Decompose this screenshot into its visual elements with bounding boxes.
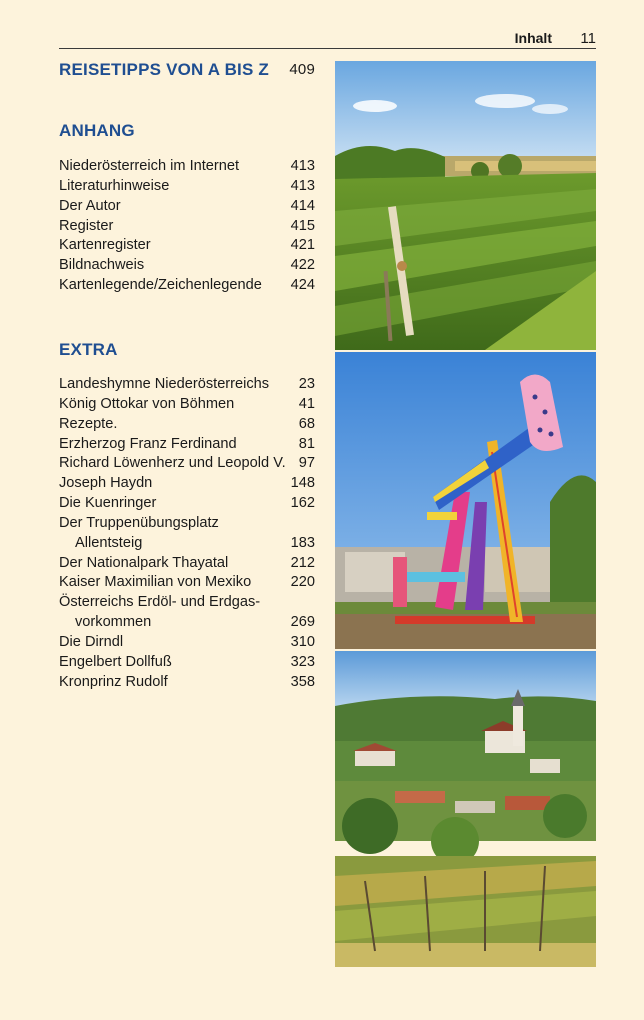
toc-entry[interactable] <box>59 573 315 593</box>
toc-entry[interactable] <box>59 276 315 296</box>
entry-page: 415 <box>290 217 315 234</box>
entry-title: Engelbert Dollfuß <box>59 653 172 670</box>
entry-page: 422 <box>290 257 315 274</box>
entry-title: Kartenlegende/Zeichenlegende <box>59 277 262 294</box>
entry-title: Richard Löwenherz und Leopold V. <box>59 455 286 472</box>
section-heading: ANHANG <box>59 121 135 140</box>
toc-section-reisetipps <box>59 59 315 81</box>
page-number: 11 <box>580 30 596 47</box>
toc-entry[interactable] <box>59 653 315 673</box>
toc-entry[interactable] <box>59 157 315 177</box>
toc-entry[interactable] <box>59 217 315 237</box>
entry-title: Kronprinz Rudolf <box>59 673 168 690</box>
entry-title: Die Dirndl <box>59 633 124 650</box>
entry-page: 81 <box>298 435 315 452</box>
entry-title: Bildnachweis <box>59 257 145 274</box>
toc-entry[interactable] <box>59 474 315 494</box>
toc-section-extra <box>59 339 315 361</box>
toc-entry[interactable] <box>59 415 315 435</box>
header-rule <box>59 48 596 49</box>
entry-page: 212 <box>290 554 315 571</box>
entry-title: Niederösterreich im Internet <box>59 158 240 174</box>
entry-page: 220 <box>290 574 315 591</box>
entry-page: 358 <box>290 673 315 690</box>
entry-page: 23 <box>298 376 315 392</box>
section-title: REISETIPPS VON A BIS Z <box>59 60 270 79</box>
entry-page: 162 <box>290 495 315 512</box>
entry-title: vorkommen <box>75 614 152 631</box>
entry-title: Österreichs Erdöl- und Erdgas- <box>59 594 261 611</box>
entry-title: Erzherzog Franz Ferdinand <box>59 435 237 452</box>
entry-title: Rezepte. <box>59 415 118 432</box>
toc-entry-continued[interactable] <box>59 613 315 633</box>
entry-page: 413 <box>290 177 315 194</box>
entry-page: 68 <box>298 415 315 432</box>
toc-entry[interactable] <box>59 177 315 197</box>
toc-entry[interactable] <box>59 395 315 415</box>
entry-title: Kartenregister <box>59 237 151 254</box>
entry-page: 421 <box>290 237 315 254</box>
entry-page: 413 <box>290 158 315 174</box>
toc-entry[interactable] <box>59 514 315 534</box>
entry-title: Der Truppenübungsplatz <box>59 514 219 531</box>
toc-entry[interactable] <box>59 633 315 653</box>
entry-page: 41 <box>298 395 315 412</box>
toc-entry[interactable] <box>59 454 315 474</box>
village-vineyard-photo <box>335 651 596 967</box>
entry-page: 414 <box>290 197 315 214</box>
toc-entry[interactable] <box>59 197 315 217</box>
entry-page: 310 <box>290 633 315 650</box>
entry-title: Kaiser Maximilian von Mexiko <box>59 574 252 591</box>
entry-title: Literaturhinweise <box>59 177 170 194</box>
toc-entry[interactable] <box>59 236 315 256</box>
section-page: 409 <box>289 61 315 78</box>
entry-page: 323 <box>290 653 315 670</box>
toc-entry[interactable] <box>59 593 315 613</box>
toc-list-extra <box>59 375 315 693</box>
toc-list-anhang <box>59 157 315 296</box>
section-heading: EXTRA <box>59 340 118 359</box>
entry-title: Joseph Haydn <box>59 475 153 492</box>
entry-title: Der Nationalpark Thayatal <box>59 554 229 571</box>
section-heading <box>59 59 315 81</box>
entry-page: 183 <box>290 534 315 551</box>
toc-entry[interactable] <box>59 375 315 395</box>
toc-entry[interactable] <box>59 435 315 455</box>
entry-title: Die Kuenringer <box>59 495 157 512</box>
toc-entry[interactable] <box>59 256 315 276</box>
oil-pump-sculpture-photo <box>335 352 596 649</box>
vineyard-photo <box>335 61 596 350</box>
toc-section-anhang <box>59 120 315 142</box>
entry-title: Allentsteig <box>75 534 143 551</box>
entry-page: 269 <box>290 614 315 631</box>
toc-entry-continued[interactable] <box>59 534 315 554</box>
toc-entry[interactable] <box>59 494 315 514</box>
entry-title: König Ottokar von Böhmen <box>59 395 235 412</box>
toc-entry[interactable] <box>59 673 315 693</box>
toc-entry[interactable] <box>59 554 315 574</box>
entry-title: Der Autor <box>59 197 121 214</box>
entry-title: Register <box>59 217 114 234</box>
entry-title: Landeshymne Niederösterreichs <box>59 376 270 392</box>
entry-page: 148 <box>290 475 315 492</box>
entry-page: 97 <box>298 455 315 472</box>
running-head-title: Inhalt <box>514 30 552 46</box>
entry-page: 424 <box>290 277 315 294</box>
